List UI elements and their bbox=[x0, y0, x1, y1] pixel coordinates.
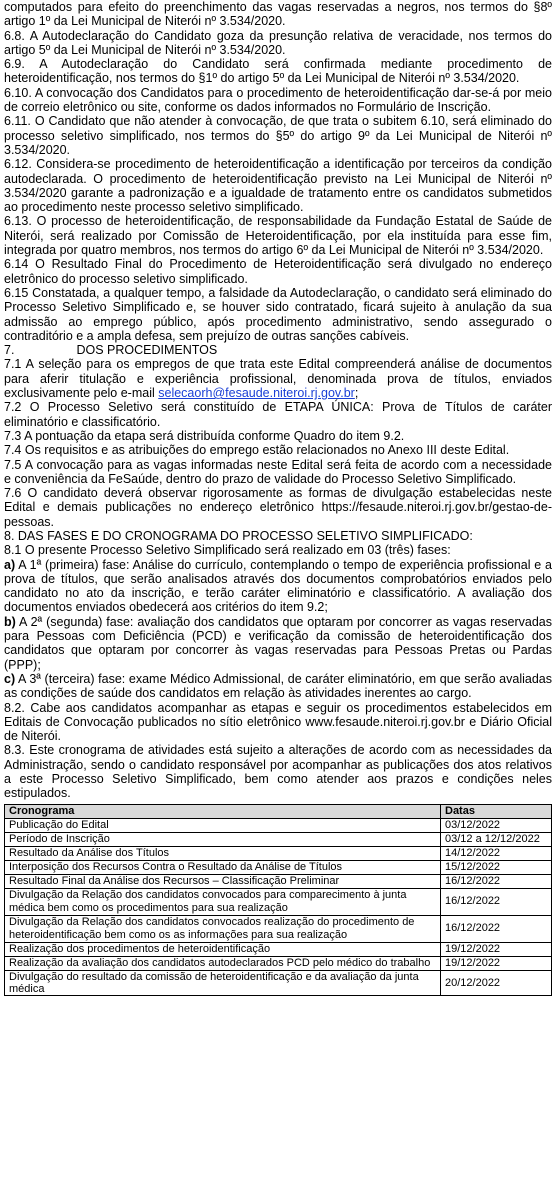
schedule-date: 16/12/2022 bbox=[441, 888, 552, 915]
paragraph-8-3: 8.3. Este cronograma de atividades está sujeito a alterações de acordo com as necessidades da Administração, sendo o candidato responsável por acompanhar as publicações dos atos relativos a este Processo Seletivo Simplificado, bem como atender aos prazos e condições neles estipulados. bbox=[4, 743, 552, 801]
schedule-activity: Realização da avaliação dos candidatos autodeclarados PCD pelo médico do trabalho bbox=[5, 956, 441, 970]
schedule-activity: Resultado da Análise dos Títulos bbox=[5, 846, 441, 860]
paragraph-7-6: 7.6 O candidato deverá observar rigorosamente as formas de divulgação estabelecidas neste Edital e demais publicações no endereço eletrônico https://fesaude.niteroi.rj.gov.br/gestao-de-pessoas. bbox=[4, 486, 552, 529]
paragraph-6-14: 6.14 O Resultado Final do Procedimento de Heteroidentificação será divulgado no endereço eletrônico do processo seletivo simplificado. bbox=[4, 257, 552, 286]
paragraph-7-1 bbox=[4, 357, 552, 400]
paragraph-6-15: 6.15 Constatada, a qualquer tempo, a falsidade da Autodeclaração, o candidato será eliminado do Processo Seletivo Simplificado e, se houver sido contratado, ficará sujeito à anulação da sua admissão ao emprego público, após procedimento administrativo, sendo assegurado o contraditório e a ampla defesa, sem prejuízo de outras sanções cabíveis. bbox=[4, 285, 552, 343]
paragraph-7-2: 7.2 O Processo Seletivo será constituído de ETAPA ÚNICA: Prova de Títulos de caráter eliminatório e classificatório. bbox=[4, 400, 552, 429]
schedule-date: 16/12/2022 bbox=[441, 915, 552, 942]
item-b-label: b) bbox=[4, 614, 16, 629]
email-link[interactable]: selecaorh@fesaude.niteroi.rj.gov.br bbox=[158, 386, 355, 401]
section-7-number: 7. bbox=[4, 343, 15, 358]
section-7-heading bbox=[4, 343, 552, 357]
item-c-label: c) bbox=[4, 671, 16, 686]
table-row bbox=[5, 888, 552, 915]
paragraph-8-1: 8.1 O presente Processo Seletivo Simplificado será realizado em 03 (três) fases: bbox=[4, 543, 451, 558]
schedule-date: 19/12/2022 bbox=[441, 956, 552, 970]
paragraph-7-5: 7.5 A convocação para as vagas informadas neste Edital será feita de acordo com a necessidade e conveniência da FeSaúde, dentro do prazo de validade do Processo Seletivo Simplificado. bbox=[4, 457, 552, 486]
table-row bbox=[5, 915, 552, 942]
table-row bbox=[5, 860, 552, 874]
schedule-activity: Divulgação do resultado da comissão de heteroidentificação e da avaliação da junta médica bbox=[5, 970, 441, 996]
item-a-text: A 1ª (primeira) fase: Análise do currículo, contemplando o tempo de experiência profissional e a prova de títulos, que serão analisados através dos documentos comprobatórios enviados pelo candidato no ato da inscrição, e terão caráter eliminatório e classificatório. A avaliação dos documentos enviados obedecerá aos critérios do item 9.2; bbox=[4, 557, 552, 615]
item-c-text: A 3ª (terceira) fase: exame Médico Admissional, de caráter eliminatório, em que serão avaliadas as condições de saúde dos candidatos em relação às atividades inerentes ao cargo. bbox=[4, 671, 552, 701]
schedule-activity: Período de Inscrição bbox=[5, 832, 441, 846]
schedule-date: 14/12/2022 bbox=[441, 846, 552, 860]
table-row bbox=[5, 874, 552, 888]
table-row bbox=[5, 832, 552, 846]
paragraph-6-11: 6.11. O Candidato que não atender à convocação, de que trata o subitem 6.10, será eliminado do processo seletivo simplificado, nos termos do §5º do artigo 9º da Lei Municipal de Niterói nº 3.534/2020. bbox=[4, 114, 552, 157]
schedule-date: 03/12 a 12/12/2022 bbox=[441, 832, 552, 846]
schedule-header-activity: Cronograma bbox=[5, 804, 441, 818]
schedule-header-date: Datas bbox=[441, 804, 552, 818]
section-8-heading: 8. DAS FASES E DO CRONOGRAMA DO PROCESSO SELETIVO SIMPLIFICADO: bbox=[4, 528, 473, 543]
item-a-label: a) bbox=[4, 557, 16, 572]
schedule-activity: Divulgação da Relação dos candidatos convocados realização do procedimento de heteroidentificação bem como os as informações para sua realização bbox=[5, 915, 441, 942]
section-7-title: DOS PROCEDIMENTOS bbox=[76, 343, 218, 358]
paragraph-continuation: computados para efeito do preenchimento das vagas reservadas a negros, nos termos do §8º artigo 1º da Lei Municipal de Niterói nº 3.534/2020. bbox=[4, 0, 552, 29]
paragraph-6-9: 6.9. A Autodeclaração do Candidato será confirmada mediante procedimento de heteroidentificação, nos termos do §1º do artigo 5º da Lei Municipal de Niterói nº 3.534/2020. bbox=[4, 57, 552, 86]
item-b-text: A 2ª (segunda) fase: avaliação dos candidatos que optaram por concorrer as vagas reservadas para Pessoas com Deficiência (PCD) e verificação da comissão de heteroidentificação dos candidatos que optaram por concorrer às vagas reservadas para Pessoas Pretas ou Pardas (PPP); bbox=[4, 614, 552, 672]
paragraph-6-12: 6.12. Considera-se procedimento de heteroidentificação a identificação por terceiros da condição autodeclarada. O procedimento de heteroidentificação previsto na Lei Municipal de Niterói nº 3.534/2020 garante a padronização e a igualdade de tratamento entre os candidatos submetidos ao procedimento neste processo seletivo simplificado. bbox=[4, 157, 552, 215]
table-row bbox=[5, 846, 552, 860]
schedule-date: 15/12/2022 bbox=[441, 860, 552, 874]
paragraph-8-1-a bbox=[4, 558, 552, 615]
schedule-date: 20/12/2022 bbox=[441, 970, 552, 996]
schedule-activity: Interposição dos Recursos Contra o Resultado da Análise de Títulos bbox=[5, 860, 441, 874]
paragraph-6-13: 6.13. O processo de heteroidentificação, de responsabilidade da Fundação Estatal de Saúde de Niterói, será realizado por Comissão de Heteroidentificação, por ela instituída para esse fim, integrada por quatro membros, nos termos do artigo 6º da Lei Municipal de Niterói nº 3.534/2020. bbox=[4, 214, 552, 258]
schedule-header-row bbox=[5, 804, 552, 818]
paragraph-7-3: 7.3 A pontuação da etapa será distribuída conforme Quadro do item 9.2. bbox=[4, 428, 405, 443]
schedule-date: 19/12/2022 bbox=[441, 942, 552, 956]
paragraph-7-4: 7.4 Os requisitos e as atribuições do emprego estão relacionados no Anexo III deste Edital. bbox=[4, 443, 510, 458]
paragraph-6-8: 6.8. A Autodeclaração do Candidato goza da presunção relativa de veracidade, nos termos do artigo 5º da Lei Municipal de Niterói nº 3.534/2020. bbox=[4, 28, 552, 57]
table-row bbox=[5, 942, 552, 956]
document-page bbox=[4, 0, 552, 996]
paragraph-8-1-b bbox=[4, 615, 552, 672]
paragraph-6-10: 6.10. A convocação dos Candidatos para o procedimento de heteroidentificação dar-se-á por meio de correio eletrônico ou site, conforme os dados informados no Formulário de Inscrição. bbox=[4, 85, 552, 115]
paragraph-8-2: 8.2. Cabe aos candidatos acompanhar as etapas e seguir os procedimentos estabelecidos em Editais de Convocação publicados no sítio eletrônico www.fesaude.niteroi.rj.gov.br e Diário Oficial de Niterói. bbox=[4, 700, 552, 744]
paragraph-8-1-c bbox=[4, 672, 552, 701]
schedule-activity: Publicação do Edital bbox=[5, 818, 441, 832]
schedule-table bbox=[4, 804, 552, 997]
schedule-date: 03/12/2022 bbox=[441, 818, 552, 832]
paragraph-7-1-text: 7.1 A seleção para os empregos de que trata este Edital compreenderá análise de documentos para aferir titulação e experiência profissional, denominada prova de títulos, enviados exclusivamente pelo e-mail bbox=[4, 357, 552, 401]
schedule-activity: Resultado Final da Análise dos Recursos – Classificação Preliminar bbox=[5, 874, 441, 888]
paragraph-7-1-end: ; bbox=[354, 386, 359, 401]
schedule-activity: Realização dos procedimentos de heteroidentificação bbox=[5, 942, 441, 956]
schedule-activity: Divulgação da Relação dos candidatos convocados para comparecimento à junta médica bem como os procedimentos para sua realização bbox=[5, 888, 441, 915]
table-row bbox=[5, 818, 552, 832]
table-row bbox=[5, 956, 552, 970]
schedule-date: 16/12/2022 bbox=[441, 874, 552, 888]
table-row bbox=[5, 970, 552, 996]
